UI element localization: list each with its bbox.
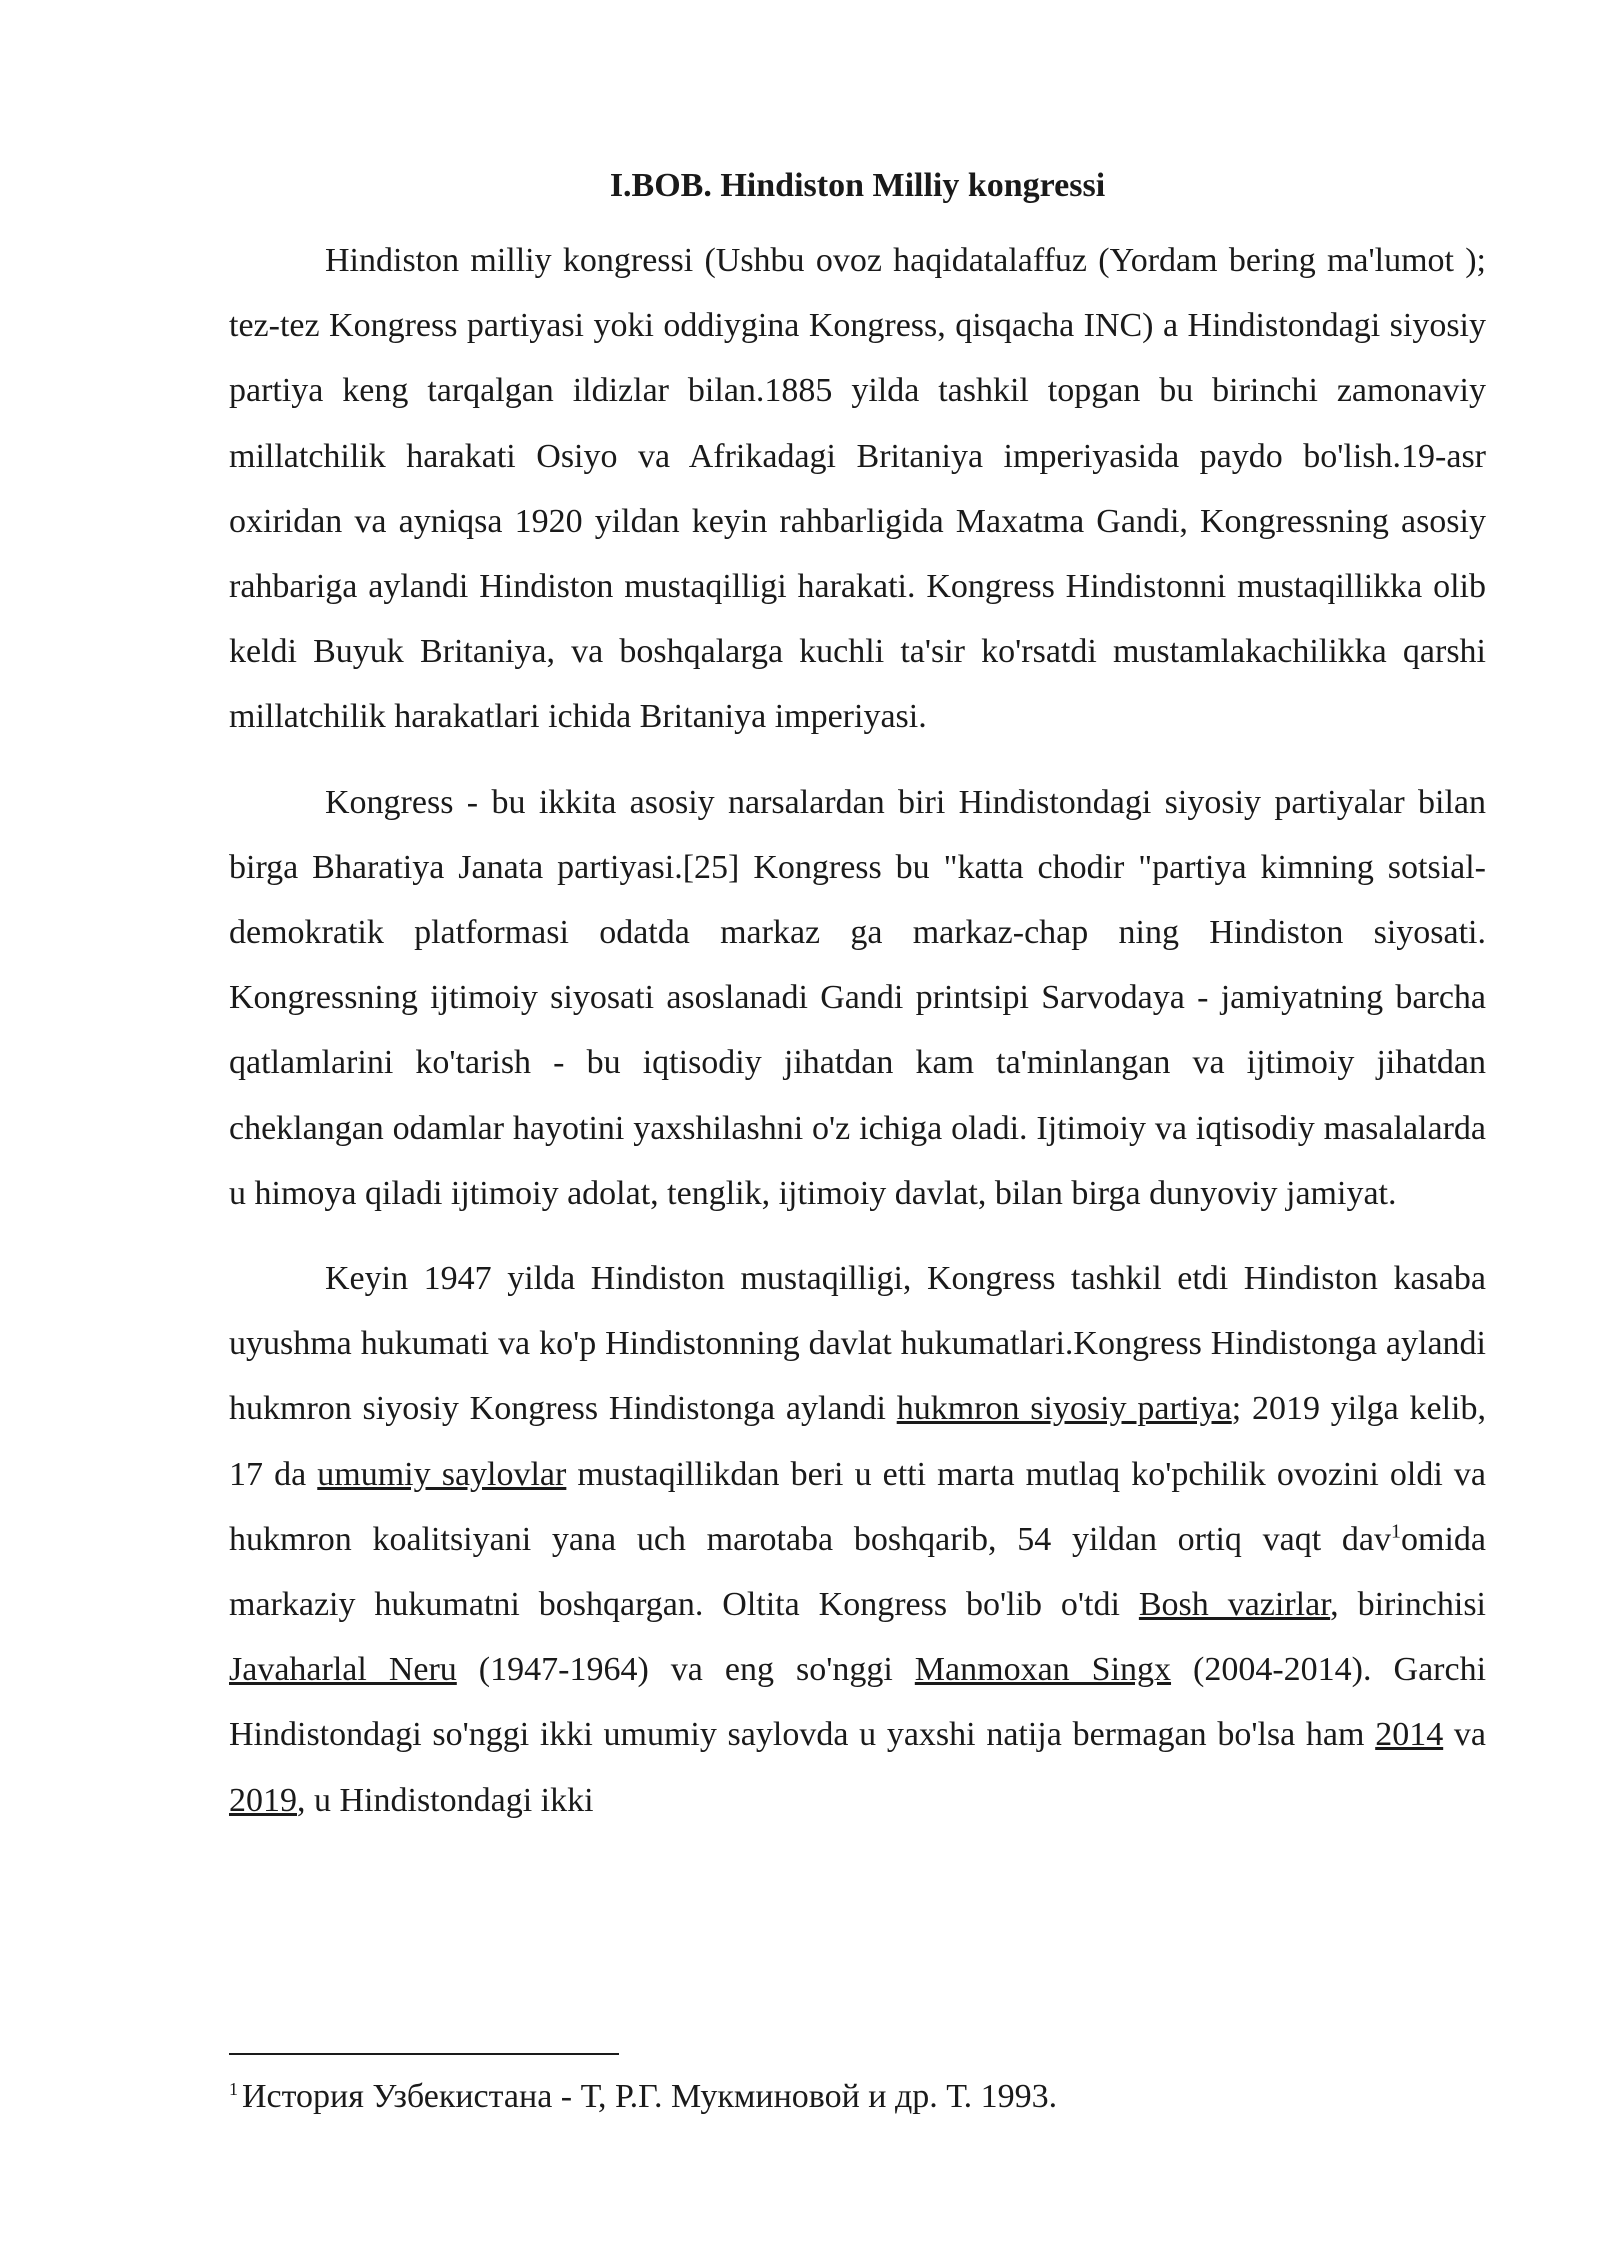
paragraph-3-text-3: mustaqillikdan beri u etti marta mutlaq ko'pchilik ovozini oldi va hukmron koalitsiyani yana uch marotaba boshqarib, 54 yildan ortiq vaqt dav [229, 1455, 1486, 1558]
paragraph-1: Hindiston milliy kongressi (Ushbu ovoz haqidatalaffuz (Yordam bering ma'lumot ); tez-tez Kongress partiyasi yoki oddiygina Kongress, qisqacha INC) a Hindistondagi siyosiy partiya keng tarqalgan ildizlar bilan.1885 yilda tashkil topgan bu birinchi zamonaviy millatchilik harakati Osiyo va Afrikadagi Britaniya imperiyasida paydo bo'lish.19-asr oxiridan va ayniqsa 1920 yildan keyin rahbarligida Maxatma Gandi, Kongressning asosiy rahbariga aylandi Hindiston mustaqilligi harakati. Kongress Hindistonni mustaqillikka olib keldi Buyuk Britaniya, va boshqalarga kuchli ta'sir ko'rsatdi mustamlakachilikka qarshi millatchilik harakatlari ichida Britaniya imperiyasi. [229, 242, 1486, 736]
page-content [229, 160, 1486, 1853]
paragraph-3-text-7: (2004-2014). Garchi Hindistondagi so'nggi ikki umumiy saylovda u yaxshi natija bermagan bo'lsa ham [229, 1651, 1487, 1754]
paragraph-3-text-1: Keyin 1947 yilda Hindiston mustaqilligi, Kongress tashkil etdi Hindiston kasaba uyushma hukumati va ko'p Hindistonning davlat hukumatlari.Kongress Hindistonga aylandi hukmron siyosiy Kongress Hindistonga aylandi [229, 1260, 1486, 1428]
paragraph-3-text-5: , birinchisi [1330, 1586, 1487, 1624]
paragraph-3-text-4: omida markaziy hukumatni boshqargan. Oltita Kongress bo'lib o'tdi [229, 1520, 1486, 1624]
footnote [229, 2075, 1486, 2119]
link-manmoxan-singx[interactable]: Manmoxan Singx [914, 1651, 1172, 1689]
footnote-mark: 1 [229, 2078, 238, 2099]
footnote-reference[interactable]: 1 [1391, 1520, 1402, 1543]
paragraph-3-text-8: va [1443, 1716, 1486, 1754]
paragraph-3-text-6: (1947-1964) va eng so'nggi [456, 1651, 915, 1689]
paragraph-3 [229, 1246, 1486, 1833]
footnote-separator [229, 2053, 619, 2055]
paragraph-2: Kongress - bu ikkita asosiy narsalardan biri Hindistondagi siyosiy partiyalar bilan birga Bharatiya Janata partiyasi.[25] Kongress bu "katta chodir "partiya kimning sotsial-demokratik platformasi odatda markaz ga markaz-chap ning Hindiston siyosati. Kongressning ijtimoiy siyosati asoslanadi Gandi printsipi Sarvodaya - jamiyatning barcha qatlamlarini ko'tarish - bu iqtisodiy jihatdan kam ta'minlangan va ijtimoiy jihatdan cheklangan odamlar hayotini yaxshilashni o'z ichiga oladi. Ijtimoiy va iqtisodiy masalalarda u himoya qiladi ijtimoiy adolat, tenglik, ijtimoiy davlat, bilan birga dunyoviy jamiyat. [229, 783, 1486, 1212]
footnote-text: История Узбекистана - Т, Р.Г. Мукминовой и др. Т. 1993. [242, 2078, 1058, 2115]
chapter-title: I.BOB. Hindiston Milliy kongressi [609, 167, 1106, 204]
link-2014[interactable]: 2014 [1375, 1716, 1444, 1754]
link-2019[interactable]: 2019 [229, 1781, 297, 1819]
link-javaharlal-neru[interactable]: Javaharlal Neru [229, 1651, 457, 1689]
link-umumiy-saylovlar[interactable]: umumiy saylovlar [317, 1455, 567, 1493]
link-bosh-vazirlar[interactable]: Bosh vazirlar [1138, 1586, 1331, 1624]
paragraph-3-text-2: ; 2019 yilga kelib, 17 da [229, 1390, 1486, 1493]
paragraph-3-text-9: , u Hindistondagi ikki [297, 1781, 594, 1819]
link-hukmron-siyosiy-partiya[interactable]: hukmron siyosiy partiya [896, 1390, 1232, 1428]
